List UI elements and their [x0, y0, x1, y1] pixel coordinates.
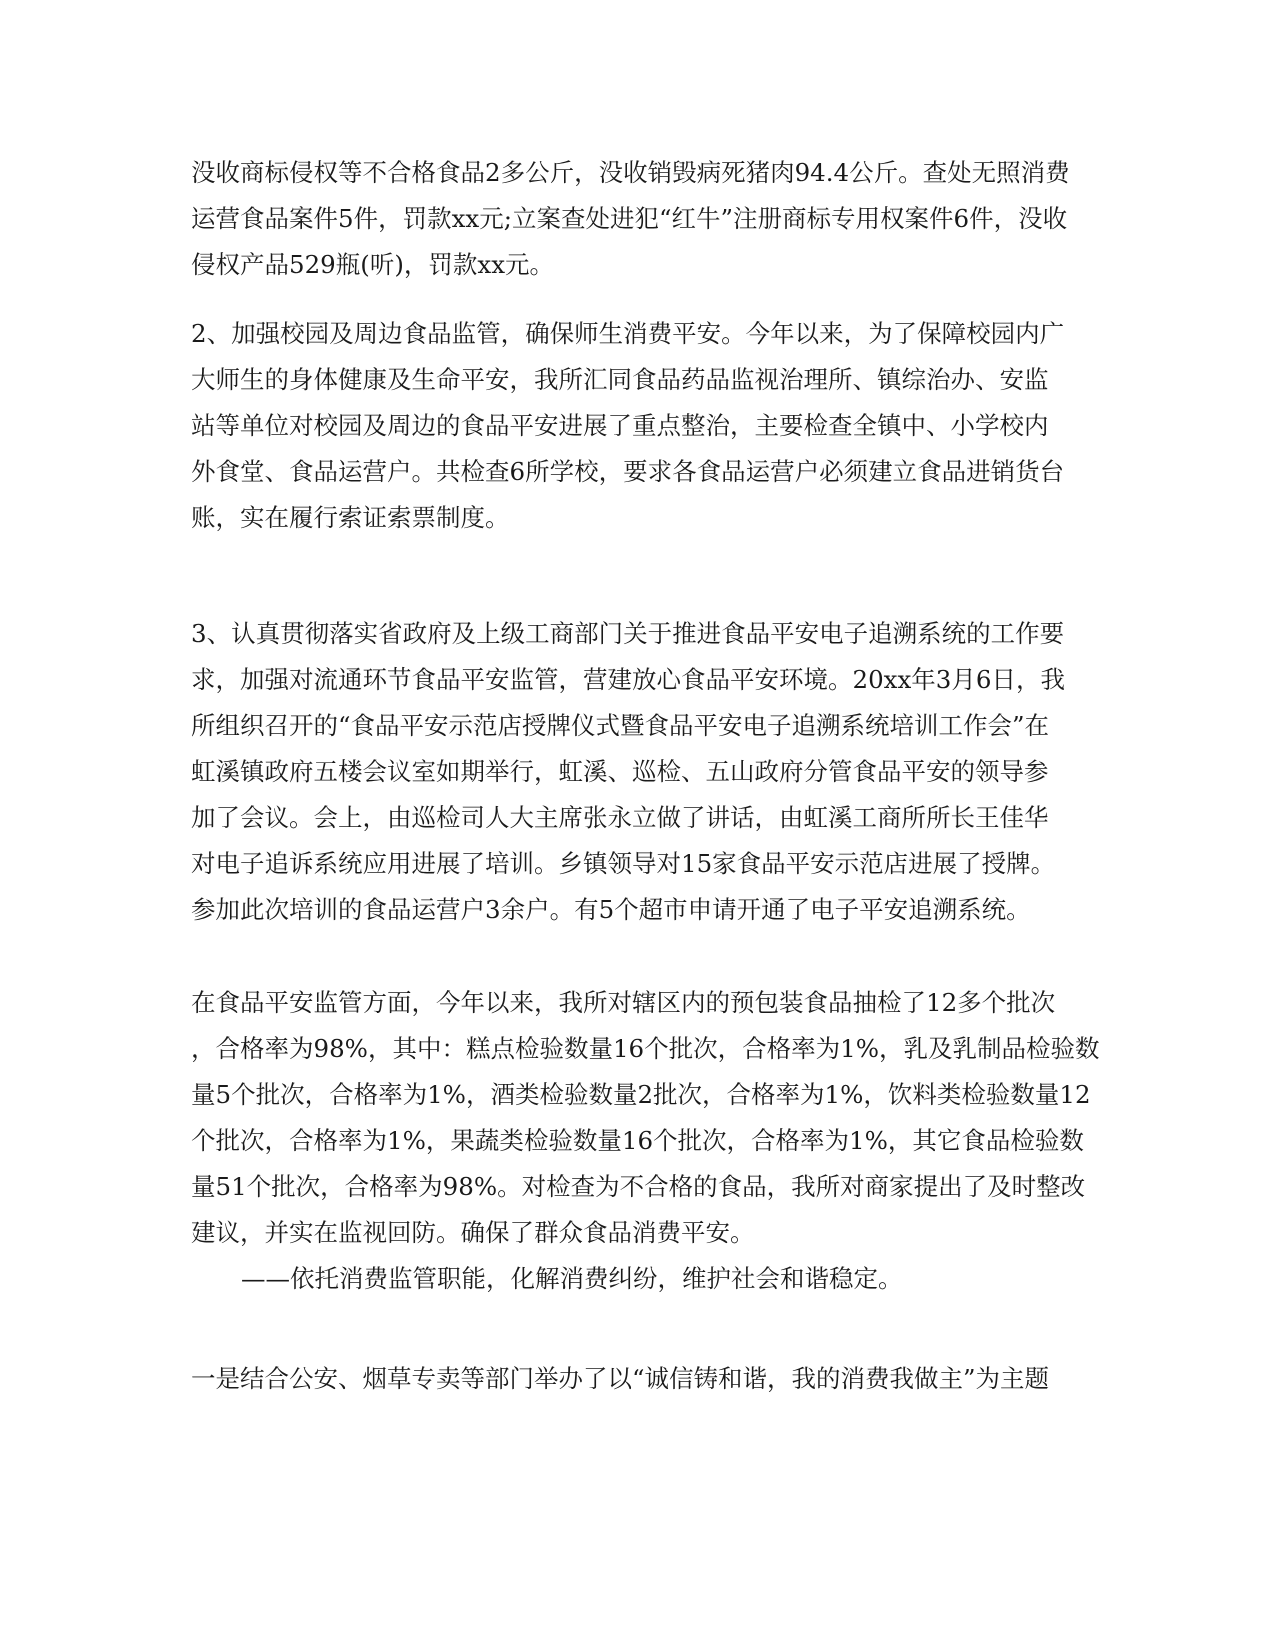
paragraph-campaign	[191, 1356, 1091, 1402]
text-line: 外食堂、食品运营户。共检查6所学校，要求各食品运营户必须建立食品进销货台	[191, 457, 1065, 486]
text-line: 建议，并实在监视回防。确保了群众食品消费平安。	[191, 1218, 755, 1247]
text-line: 2、加强校园及周边食品监管，确保师生消费平安。今年以来，为了保障校园内广	[191, 319, 1065, 348]
text-line: 大师生的身体健康及生命平安，我所汇同食品药品监视治理所、镇综治办、安监	[191, 365, 1049, 394]
paragraph-confiscation	[191, 150, 1091, 288]
section-heading: ——依托消费监管职能，化解消费纠纷，维护社会和谐稳定。	[241, 1264, 903, 1293]
text-line: ，合格率为98%，其中：糕点检验数量16个批次，合格率为1%，乳及乳制品检验数	[191, 1034, 1100, 1063]
text-line: 所组织召开的“食品平安示范店授牌仪式暨食品平安电子追溯系统培训工作会”在	[191, 711, 1050, 740]
text-line: 3、认真贯彻落实省政府及上级工商部门关于推进食品平安电子追溯系统的工作要	[191, 619, 1065, 648]
paragraph-campus-food	[191, 311, 1091, 541]
text-line: 一是结合公安、烟草专卖等部门举办了以“诚信铸和谐，我的消费我做主”为主题	[191, 1364, 1050, 1393]
text-line: 账，实在履行索证索票制度。	[191, 503, 510, 532]
text-line: 对电子追诉系统应用进展了培训。乡镇领导对15家食品平安示范店进展了授牌。	[191, 849, 1056, 878]
text-line: 个批次，合格率为1%，果蔬类检验数量16个批次，合格率为1%，其它食品检验数	[191, 1126, 1084, 1155]
paragraph-sampling	[191, 980, 1100, 1302]
text-line: 量51个批次，合格率为98%。对检查为不合格的食品，我所对商家提出了及时整改	[191, 1172, 1086, 1201]
text-line: 量5个批次，合格率为1%，酒类检验数量2批次，合格率为1%，饮料类检验数量12	[191, 1080, 1091, 1109]
text-line: 运营食品案件5件，罚款xx元;立案查处进犯“红牛”注册商标专用权案件6件，没收	[191, 204, 1068, 233]
text-line: 在食品平安监管方面，今年以来，我所对辖区内的预包装食品抽检了12多个批次	[191, 988, 1056, 1017]
text-line: 加了会议。会上，由巡检司人大主席张永立做了讲话，由虹溪工商所所长王佳华	[191, 803, 1049, 832]
text-line: 虹溪镇政府五楼会议室如期举行，虹溪、巡检、五山政府分管食品平安的领导参	[191, 757, 1049, 786]
text-line: 没收商标侵权等不合格食品2多公斤，没收销毁病死猪肉94.4公斤。查处无照消费	[191, 158, 1070, 187]
text-line: 站等单位对校园及周边的食品平安进展了重点整治，主要检查全镇中、小学校内	[191, 411, 1049, 440]
paragraph-traceability	[191, 611, 1091, 933]
text-line: 参加此次培训的食品运营户3余户。有5个超市申请开通了电子平安追溯系统。	[191, 895, 1031, 924]
text-line: 求，加强对流通环节食品平安监管，营建放心食品平安环境。20xx年3月6日，我	[191, 665, 1065, 694]
text-line: 侵权产品529瓶(听)，罚款xx元。	[191, 250, 555, 279]
